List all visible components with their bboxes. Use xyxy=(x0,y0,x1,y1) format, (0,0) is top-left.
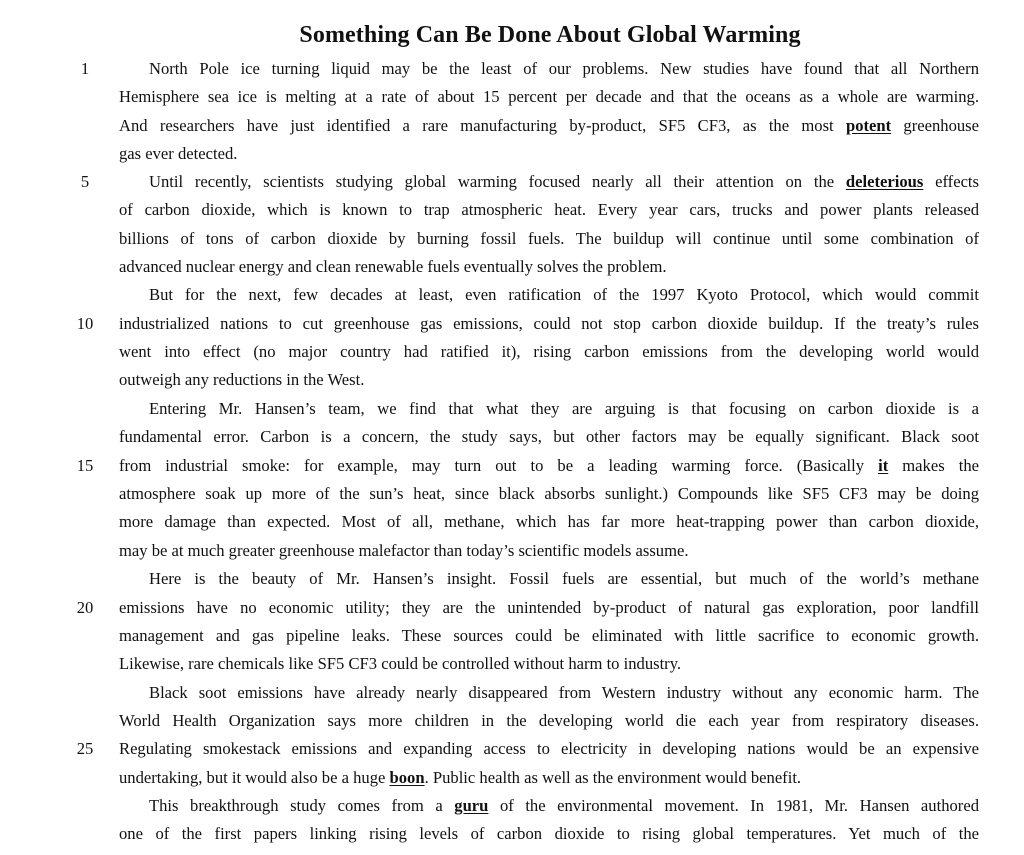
line-text: makes the xyxy=(888,456,979,475)
text-line xyxy=(119,253,979,281)
line-text: This breakthrough study comes from a xyxy=(149,796,455,815)
highlighted-word: boon xyxy=(389,768,425,787)
text-line xyxy=(119,310,979,338)
line-text: went into effect (no major country had ratified it), rising carbon emissions from the developing world would xyxy=(119,342,979,361)
text-line xyxy=(149,281,979,309)
line-text: more damage than expected. Most of all, methane, which has far more heat-trapping power than carbon dioxide, xyxy=(119,512,979,531)
line-text: of the environmental movement. In 1981, Mr. Hansen authored xyxy=(488,796,979,815)
line-number-15: 15 xyxy=(76,456,94,475)
line-text: Hemisphere sea ice is melting at a rate of about 15 percent per decade and that the oceans as a whole are warming. xyxy=(119,87,979,106)
line-text: fundamental error. Carbon is a concern, the study says, but other factors may be equally significant. Black soot xyxy=(119,427,979,446)
line-number-25: 25 xyxy=(76,739,94,758)
text-line xyxy=(119,735,979,763)
text-line xyxy=(149,565,979,593)
line-text: Here is the beauty of Mr. Hansen’s insight. Fossil fuels are essential, but much of the world’s methane xyxy=(149,569,979,588)
line-text: may be at much greater greenhouse malefactor than today’s scientific models assume. xyxy=(119,541,689,560)
highlighted-word: it xyxy=(878,456,889,475)
text-line xyxy=(149,168,979,196)
text-line xyxy=(119,480,979,508)
line-text: gas ever detected. xyxy=(119,144,238,163)
line-text: But for the next, few decades at least, even ratification of the 1997 Kyoto Protocol, which would commit xyxy=(149,285,979,304)
text-line xyxy=(119,366,979,394)
highlighted-word: deleterious xyxy=(845,172,924,191)
line-text: World Health Organization says more children in the developing world die each year from respiratory diseases. xyxy=(119,711,979,730)
text-line xyxy=(119,707,979,735)
line-number-5: 5 xyxy=(80,172,90,191)
text-line xyxy=(119,140,979,168)
document-title: Something Can Be Done About Global Warming xyxy=(299,22,801,48)
line-text: advanced nuclear energy and clean renewable fuels eventually solves the problem. xyxy=(119,257,667,276)
highlighted-word: potent xyxy=(845,116,892,135)
line-text: one of the first papers linking rising levels of carbon dioxide to rising global temperatures. Yet much of the xyxy=(119,824,979,843)
text-line xyxy=(119,196,979,224)
line-text: effects xyxy=(923,172,979,191)
line-text: from industrial smoke: for example, may turn out to be a leading warming force. (Basically xyxy=(119,456,879,475)
line-text: North Pole ice turning liquid may be the least of our problems. New studies have found that all Northern xyxy=(149,59,979,78)
line-text: greenhouse xyxy=(891,116,980,135)
line-text: industrialized nations to cut greenhouse gas emissions, could not stop carbon dioxide buildup. If the treaty’s rules xyxy=(119,314,979,333)
text-line xyxy=(119,594,979,622)
line-text: Likewise, rare chemicals like SF5 CF3 could be controlled without harm to industry. xyxy=(119,654,682,673)
line-number-20: 20 xyxy=(76,598,94,617)
text-line xyxy=(149,679,979,707)
line-number-10: 10 xyxy=(76,314,94,333)
line-number-1: 1 xyxy=(80,59,90,78)
line-text: billions of tons of carbon dioxide by burning fossil fuels. The buildup will continue until some combination of xyxy=(119,229,979,248)
line-text: of carbon dioxide, which is known to trap atmospheric heat. Every year cars, trucks and power plants released xyxy=(119,200,979,219)
text-line xyxy=(119,820,979,848)
text-line xyxy=(119,225,979,253)
text-line xyxy=(119,452,979,480)
line-text: atmosphere soak up more of the sun’s heat, since black absorbs sunlight.) Compounds like SF5 CF3 may be doing xyxy=(119,484,979,503)
text-line xyxy=(119,764,979,792)
text-line xyxy=(119,622,979,650)
text-line xyxy=(149,792,979,820)
line-text: . Public health as well as the environment would benefit. xyxy=(424,768,802,787)
line-text: Regulating smokestack emissions and expanding access to electricity in developing nations would be an expensive xyxy=(119,739,979,758)
line-text: management and gas pipeline leaks. These sources could be eliminated with little sacrifice to economic growth. xyxy=(119,626,979,645)
text-line xyxy=(119,537,979,565)
line-text: And researchers have just identified a rare manufacturing by-product, SF5 CF3, as the most xyxy=(119,116,846,135)
line-text: Until recently, scientists studying global warming focused nearly all their attention on the xyxy=(149,172,846,191)
line-text: emissions have no economic utility; they are the unintended by-product of natural gas exploration, poor landfill xyxy=(119,598,979,617)
text-line xyxy=(119,112,979,140)
text-line xyxy=(119,508,979,536)
line-text: outweigh any reductions in the West. xyxy=(119,370,365,389)
text-line xyxy=(149,55,979,83)
text-line xyxy=(119,83,979,111)
text-line xyxy=(149,395,979,423)
line-text: Entering Mr. Hansen’s team, we find that what they are arguing is that focusing on carbon dioxide is a xyxy=(149,399,979,418)
text-line xyxy=(119,650,979,678)
line-text: Black soot emissions have already nearly disappeared from Western industry without any economic harm. The xyxy=(149,683,979,702)
text-line xyxy=(119,423,979,451)
line-text: undertaking, but it would also be a huge xyxy=(119,768,390,787)
text-line xyxy=(119,338,979,366)
highlighted-word: guru xyxy=(454,796,489,815)
